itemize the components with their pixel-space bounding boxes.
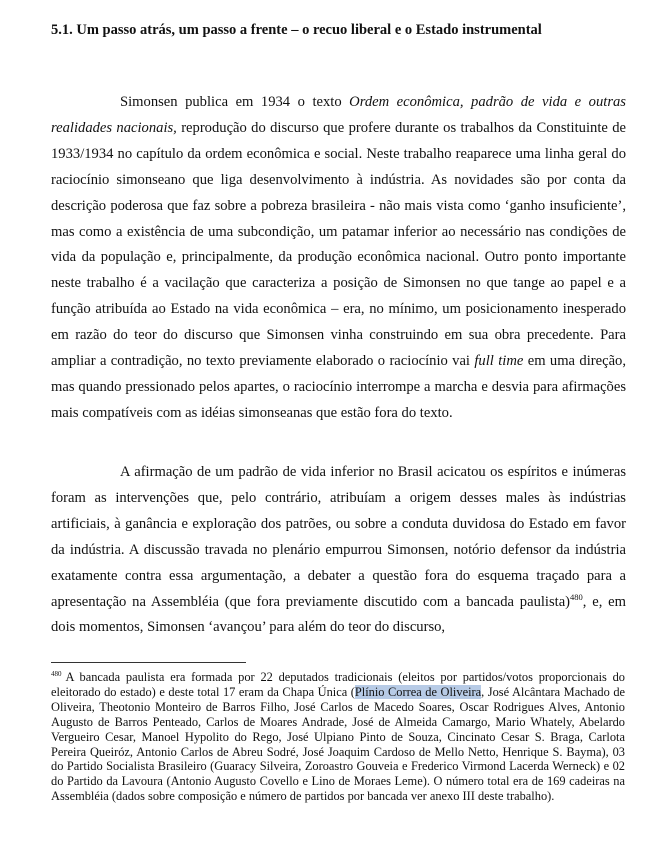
paragraph-2-text-b: , e, em dois momentos, Simonsen ‘avançou’ para além do teor do discurso, xyxy=(51,593,626,636)
footnote-separator xyxy=(51,662,246,663)
footnote-text-b: , José Alcântara Machado de Oliveira, Theotonio Monteiro de Barros Filho, José Carlos de Macedo Soares, Oscar Rodrigues Alves, Antonio Augusto de Barros Penteado, Carlos de Moares Andrade, José de Almeida Camargo, Mario Whately, Abelardo Vergueiro Cesar, Manoel Hypolito do Rego, José Ulpiano Pinto de Souza, Cincinato Cesar S. Braga, Carlota Pereira Queiróz, Antonio Carlos de Abreu Sodré, José Joaquim Cardoso de Mello Netto, Henrique S. Bayma), 03 do Partido Socialista Brasileiro (Guaracy Silveira, Zoroastro Gouveia e Frederico Virmond Lacerda Werneck) e 02 do Partido da Lavoura (Antonio Augusto Covello e Lino de Moraes Leme). O número total era de 169 cadeiras na Assembléia (dados sobre composição e número de partidos por bancada ver anexo III deste trabalho). xyxy=(51,684,626,804)
paragraph-2 xyxy=(51,460,626,641)
paragraph-1-italic-title: Ordem econômica, padrão de vida e outras realidades nacionais, xyxy=(51,94,626,136)
footnote-text-a: A bancada paulista era formada por 22 deputados tradicionais (eleitos por partidos/votos proporcionais do eleitorado do estado) e deste total 17 eram da Chapa Única ( xyxy=(51,670,625,699)
paragraph-2-text-a: A afirmação de um padrão de vida inferior no Brasil acicatou os espíritos e inúmeras foram as intervenções que, pelo contrário, atribuíam a origem desses males às indústrias artificiais, à ganância e exploração dos patrões, ou sobre a conduta duvidosa do Estado em favor da indústria. A discussão travada no plenário empurrou Simonsen, notório defensor da indústria exatamente contra essa argumentação, a debater a questão fora do esquema traçado para a apresentação na Assembléia (que fora previamente discutido com a bancada paulista) xyxy=(51,464,626,610)
paragraph-1-italic-phrase: full time xyxy=(474,353,524,370)
paragraph-1-text-c: em uma direção, mas quando pressionado pelos apartes, o raciocínio interrompe a marcha e desvia para afirmações mais compatíveis com as idéias simonseanas que estão fora do texto. xyxy=(51,353,626,421)
footnote xyxy=(51,670,625,804)
paragraph-1-text-a: Simonsen publica em 1934 o texto xyxy=(120,94,350,110)
paragraph-1 xyxy=(51,90,626,427)
section-heading: 5.1. Um passo atrás, um passo a frente – o recuo liberal e o Estado instrumental xyxy=(51,22,542,38)
paragraph-1-text-b: reprodução do discurso que profere durante os trabalhos da Constituinte de 1933/1934 no capítulo da ordem econômica e social. Neste trabalho reaparece uma linha geral do raciocínio simonseano que liga desenvolvimento à indústria. As novidades são por conta da descrição poderosa que faz sobre a pobreza brasileira - não mais vista como ‘ganho insuficiente’, mas como a existência de uma subcondição, um patamar inferior ao necessário nas condições de vida da população e, principalmente, da produção econômica nacional. Outro ponto importante neste trabalho é a vacilação que caracteriza a posição de Simonsen no que tange ao papel e a função atribuída ao Estado na vida econômica – era, no mínimo, um posicionamento inesperado em razão do teor do discurso que Simonsen vinha construindo em sua obra precedente. Para ampliar a contradição, no texto previamente elaborado o raciocínio vai xyxy=(51,119,626,370)
footnote-number: 480 xyxy=(51,669,62,678)
highlighted-text-selection[interactable]: Plínio Correa de Oliveira xyxy=(354,684,482,699)
footnote-reference[interactable]: 480 xyxy=(570,591,583,602)
